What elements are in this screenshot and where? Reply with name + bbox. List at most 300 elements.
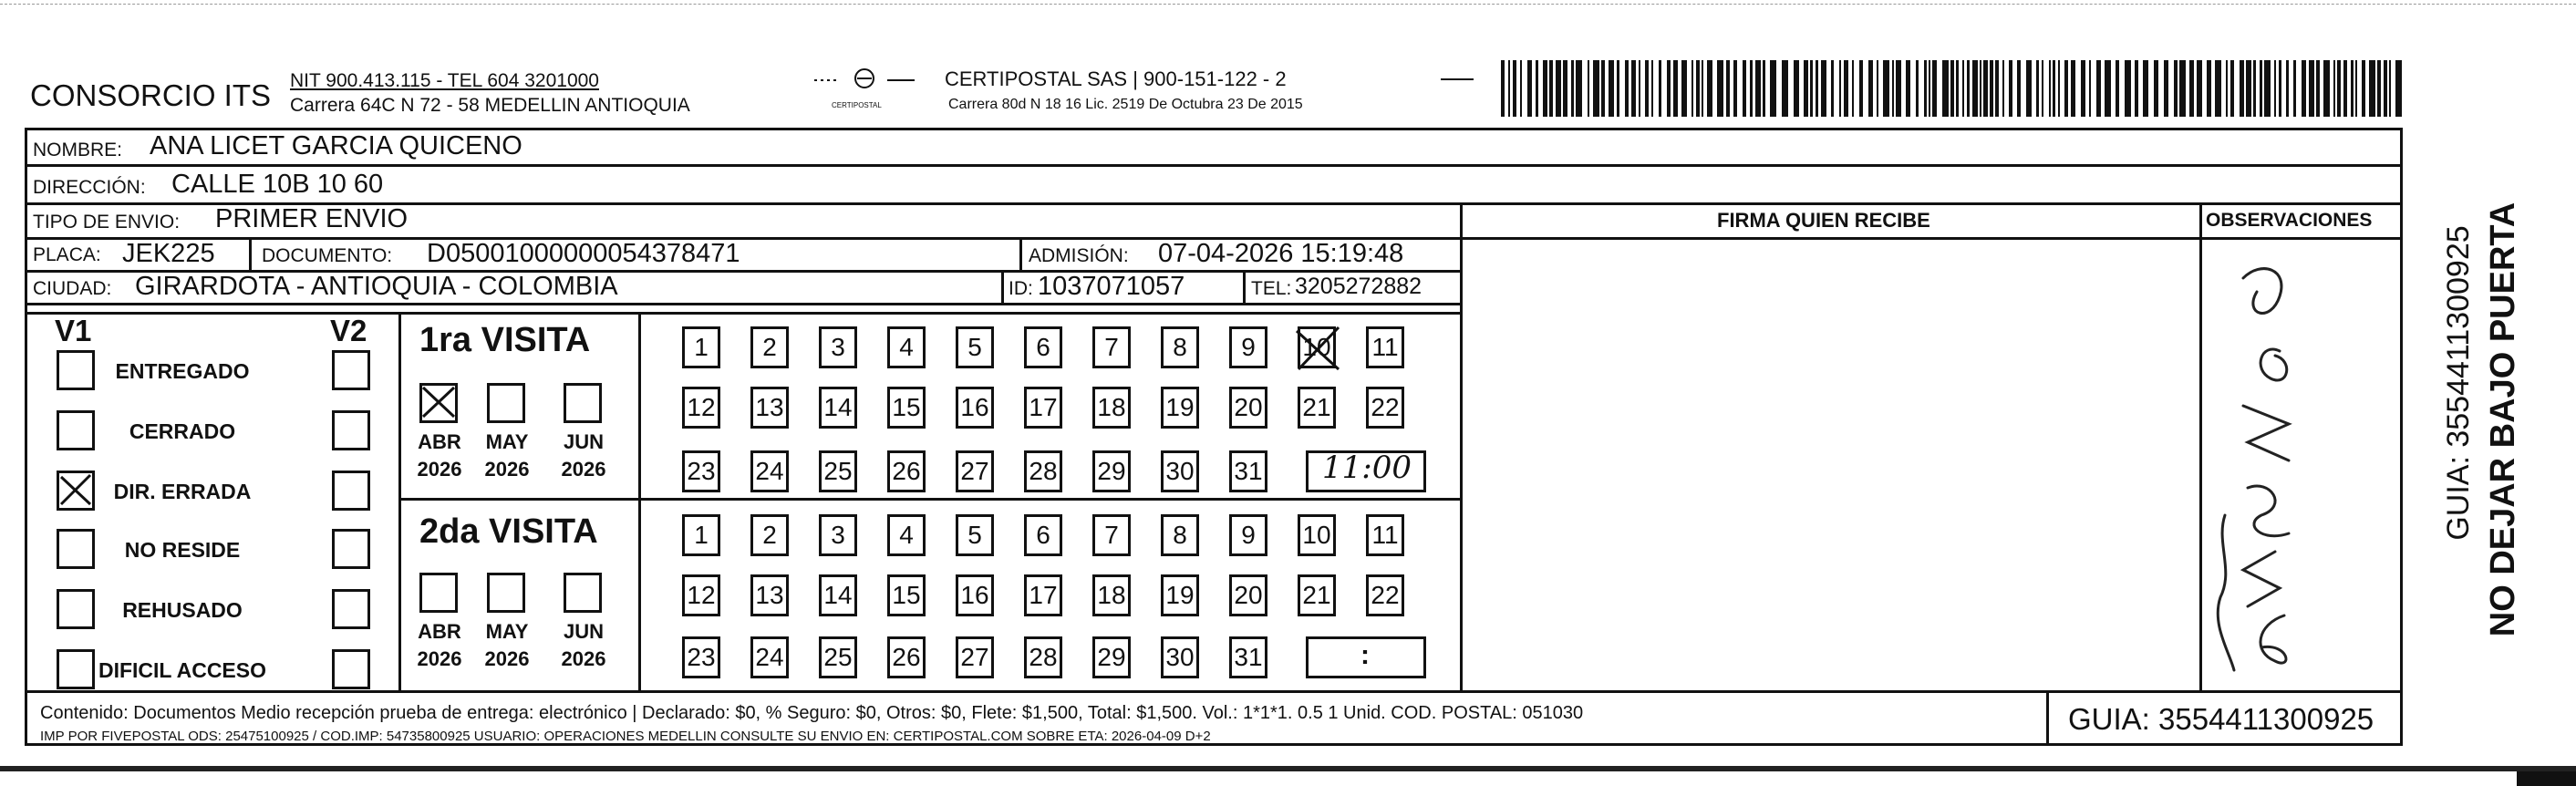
barcode-bar <box>1639 60 1640 117</box>
barcode-bar <box>1877 60 1878 117</box>
row-line <box>25 164 2403 167</box>
barcode-bar <box>2260 60 2262 117</box>
barcode-bar <box>1601 60 1605 117</box>
barcode-bar <box>1673 60 1678 117</box>
barcode-bar <box>2279 60 2281 117</box>
v2-checkbox[interactable] <box>332 649 370 689</box>
day-box[interactable] <box>750 450 789 492</box>
day-box[interactable] <box>750 636 789 678</box>
day-box[interactable] <box>682 387 720 429</box>
v2-checkbox[interactable] <box>332 589 370 629</box>
barcode-bar <box>2323 60 2330 117</box>
year-label: 2026 <box>417 458 462 481</box>
status-option-label: NO RESIDE <box>124 538 241 562</box>
day-box[interactable] <box>1298 574 1336 616</box>
barcode-bar <box>1743 60 1746 117</box>
barcode-bar <box>1609 60 1614 117</box>
day-box[interactable] <box>956 326 994 368</box>
barcode-bar <box>1906 60 1910 117</box>
barcode-bar <box>2002 60 2004 117</box>
address-value: CALLE 10B 10 60 <box>171 170 384 199</box>
day-number: 8 <box>1173 333 1187 361</box>
day-box[interactable] <box>750 326 789 368</box>
day-number: 9 <box>1241 333 1256 361</box>
day-number: 24 <box>755 643 784 671</box>
barcode-bar <box>2197 60 2202 117</box>
day-box[interactable] <box>1024 450 1062 492</box>
day-number: 7 <box>1104 521 1119 549</box>
barcode-bar <box>1593 60 1599 117</box>
admission-value: 07-04-2026 15:19:48 <box>1158 239 1404 268</box>
day-number: 29 <box>1097 457 1126 485</box>
barcode-bar <box>1556 60 1561 117</box>
year-label: 2026 <box>484 647 530 670</box>
barcode-bar <box>1681 60 1687 117</box>
barcode-bar <box>1967 60 1970 117</box>
day-box[interactable] <box>1161 450 1199 492</box>
day-number: 12 <box>687 393 716 421</box>
id-value: 1037071057 <box>1038 272 1185 301</box>
barcode-bar <box>2309 60 2314 117</box>
signature-divider <box>1460 202 1463 690</box>
day-box[interactable] <box>682 450 720 492</box>
visit-row-divider <box>398 498 1460 501</box>
v2-checkbox[interactable] <box>332 410 370 450</box>
day-box[interactable] <box>682 514 720 556</box>
day-box[interactable] <box>1366 514 1404 556</box>
barcode-bar <box>2337 60 2341 117</box>
month-checkbox-abr[interactable] <box>419 573 458 613</box>
day-box[interactable] <box>887 636 926 678</box>
day-number: 7 <box>1104 333 1119 361</box>
status-option-label: DIR. ERRADA <box>113 480 252 503</box>
day-box[interactable] <box>819 636 857 678</box>
day-number: 3 <box>831 521 845 549</box>
day-box[interactable] <box>682 636 720 678</box>
visit-divider <box>638 312 641 690</box>
month-checkbox-may[interactable] <box>487 573 525 613</box>
footer-imp-line: IMP POR FIVEPOSTAL ODS: 25475100925 / COD.IMP: 54735800925 USUARIO: OPERACIONES MEDELLIN CONSULTE SU ENVIO EN: CERTIPOSTAL.COM SOBRE ETA: 2026-04-09 D+2 <box>40 729 1211 744</box>
year-label: 2026 <box>561 647 606 670</box>
day-number: 16 <box>960 393 989 421</box>
company-address: Carrera 64C N 72 - 58 MEDELLIN ANTIOQUIA <box>290 95 690 116</box>
day-box[interactable] <box>1024 574 1062 616</box>
day-box[interactable] <box>1366 574 1404 616</box>
day-number: 4 <box>899 521 914 549</box>
guia-divider <box>2046 690 2049 746</box>
day-number: 20 <box>1234 581 1263 609</box>
day-number: 3 <box>831 333 845 361</box>
company-name: CONSORCIO ITS <box>30 78 272 112</box>
day-box[interactable] <box>1229 574 1267 616</box>
barcode-bar <box>1520 60 1522 117</box>
day-number: 26 <box>892 457 921 485</box>
status-option-label: DIFICIL ACCESO <box>98 658 266 682</box>
month-checkbox-may[interactable] <box>487 383 525 423</box>
month-checkbox-jun[interactable] <box>564 383 602 423</box>
barcode-bar <box>1691 60 1693 117</box>
day-box[interactable] <box>819 387 857 429</box>
barcode-bar <box>2293 60 2296 117</box>
day-number: 31 <box>1234 643 1263 671</box>
certipostal-logo-text: CERTIPOSTAL <box>832 101 882 109</box>
second-visit-title: 2da VISITA <box>419 512 598 551</box>
barcode-bar <box>2143 60 2148 117</box>
footer-content-line: Contenido: Documentos Medio recepción prueba de entrega: electrónico | Declarado: $0, % Seguro: $0, Otros: $0, Flete: $1,500, Total: $1,500. Vol.: 1*1*1. 0.5 1 Unid. COD. POSTAL: 051030 <box>40 703 1584 723</box>
day-number: 14 <box>823 581 853 609</box>
day-number: 31 <box>1234 457 1263 485</box>
observation-handwriting <box>2207 242 2316 688</box>
v2-checkbox[interactable] <box>332 471 370 511</box>
side-notice: NO DEJAR BAJO PUERTA <box>2484 202 2522 637</box>
certipostal-address: Carrera 80d N 18 16 Lic. 2519 De Octubra 23 De 2015 <box>948 97 1303 112</box>
barcode-bar <box>2362 60 2365 117</box>
day-number: 25 <box>823 643 853 671</box>
v2-checkbox[interactable] <box>332 529 370 569</box>
day-check-mark <box>1293 324 1344 381</box>
barcode-bar <box>2240 60 2244 117</box>
day-box[interactable] <box>1229 450 1267 492</box>
year-label: 2026 <box>417 647 462 670</box>
day-box[interactable] <box>682 326 720 368</box>
barcode-bar <box>1645 60 1649 117</box>
day-box[interactable] <box>1161 387 1199 429</box>
barcode-bar <box>2333 60 2335 117</box>
day-box[interactable] <box>1161 574 1199 616</box>
barcode-bar <box>1859 60 1863 117</box>
day-number: 19 <box>1165 581 1195 609</box>
tel-label: TEL: <box>1251 278 1292 299</box>
barcode-bar <box>2017 60 2021 117</box>
barcode-bar <box>1839 60 1841 117</box>
day-number: 24 <box>755 457 784 485</box>
barcode-bar <box>1588 60 1589 117</box>
day-number: 4 <box>899 333 914 361</box>
barcode-bar <box>2089 60 2091 117</box>
barcode-bar <box>2343 60 2347 117</box>
day-number: 13 <box>755 393 784 421</box>
plate-value: JEK225 <box>122 239 215 268</box>
barcode-bar <box>2286 60 2289 117</box>
barcode-bar <box>2058 60 2060 117</box>
day-box[interactable] <box>956 636 994 678</box>
signature-header: FIRMA QUIEN RECIBE <box>1717 209 1930 232</box>
barcode-bar <box>1852 60 1854 117</box>
day-number: 13 <box>755 581 784 609</box>
barcode-bar <box>1576 60 1582 117</box>
document-value: D05001000000054378471 <box>427 239 740 268</box>
day-number: 21 <box>1302 581 1331 609</box>
tel-value: 3205272882 <box>1295 274 1422 299</box>
day-number: 27 <box>960 643 989 671</box>
day-number: 18 <box>1097 581 1126 609</box>
certipostal-line: CERTIPOSTAL SAS | 900-151-122 - 2 <box>945 67 1287 90</box>
day-box[interactable] <box>750 514 789 556</box>
day-number: 22 <box>1371 581 1400 609</box>
barcode-bar <box>1733 60 1737 117</box>
day-box[interactable] <box>1092 326 1131 368</box>
barcode-bar <box>2230 60 2234 117</box>
day-box[interactable] <box>956 387 994 429</box>
barcode-bar <box>2207 60 2211 117</box>
day-number: 11 <box>1371 521 1399 549</box>
status-option-label: ENTREGADO <box>115 359 250 383</box>
barcode-bar <box>1995 60 1999 117</box>
day-box[interactable] <box>1024 514 1062 556</box>
day-box[interactable] <box>1366 326 1404 368</box>
second-visit-time-placeholder: : <box>1360 640 1370 670</box>
day-box[interactable] <box>1024 387 1062 429</box>
barcode-bar <box>1831 60 1834 117</box>
scan-right-shadow <box>2517 771 2576 786</box>
id-label: ID: <box>1009 278 1033 299</box>
barcode-bar <box>1717 60 1723 117</box>
barcode-bar <box>1980 60 1981 117</box>
barcode-bar <box>1707 60 1712 117</box>
day-number: 1 <box>694 333 709 361</box>
barcode-bar <box>2154 60 2158 117</box>
day-box[interactable] <box>1298 514 1336 556</box>
barcode-bar <box>1631 60 1636 117</box>
day-box[interactable] <box>819 326 857 368</box>
day-number: 30 <box>1165 643 1195 671</box>
day-number: 9 <box>1241 521 1256 549</box>
v2-checkbox[interactable] <box>332 350 370 390</box>
day-box[interactable] <box>1024 326 1062 368</box>
day-number: 17 <box>1029 581 1058 609</box>
barcode-bar <box>1972 60 1978 117</box>
barcode-bar <box>1770 60 1776 117</box>
row-line <box>25 312 1463 315</box>
day-number: 16 <box>960 581 989 609</box>
month-label: MAY <box>485 620 529 643</box>
day-box[interactable] <box>819 574 857 616</box>
barcode-bar <box>2384 60 2387 117</box>
day-number: 6 <box>1036 333 1050 361</box>
barcode-bar <box>1962 60 1964 117</box>
barcode-bar <box>1942 60 1949 117</box>
barcode-bar <box>1696 60 1700 117</box>
barcode-bar <box>1563 60 1567 117</box>
day-number: 28 <box>1029 457 1058 485</box>
barcode-bar <box>2351 60 2354 117</box>
barcode-bar <box>2105 60 2111 117</box>
day-box[interactable] <box>1092 574 1131 616</box>
month-checkbox-jun[interactable] <box>564 573 602 613</box>
barcode-bar <box>2189 60 2194 117</box>
barcode-bar <box>1750 60 1753 117</box>
day-box[interactable] <box>956 514 994 556</box>
barcode-bar <box>2049 60 2051 117</box>
barcode-bar <box>2246 60 2251 117</box>
barcode-bar <box>2096 60 2101 117</box>
send-type-value: PRIMER ENVIO <box>215 204 409 233</box>
day-box[interactable] <box>1229 636 1267 678</box>
barcode-bar <box>1508 60 1510 117</box>
day-number: 25 <box>823 457 853 485</box>
day-box[interactable] <box>1229 326 1267 368</box>
day-number: 22 <box>1371 393 1400 421</box>
nit-line: NIT 900.413.115 - TEL 604 3201000 <box>290 70 599 91</box>
day-box[interactable] <box>887 326 926 368</box>
admission-label: ADMISIÓN: <box>1029 245 1129 266</box>
day-number: 8 <box>1173 521 1187 549</box>
day-box[interactable] <box>1298 387 1336 429</box>
day-number: 14 <box>823 393 853 421</box>
year-label: 2026 <box>561 458 606 481</box>
first-visit-time: 11:00 <box>1322 450 1412 486</box>
footer-guia: GUIA: 3554411300925 <box>2068 702 2374 736</box>
day-box[interactable] <box>1229 514 1267 556</box>
barcode-bar <box>1868 60 1873 117</box>
day-box[interactable] <box>1161 326 1199 368</box>
day-number: 23 <box>687 643 716 671</box>
day-box[interactable] <box>887 514 926 556</box>
row-line <box>25 303 1463 305</box>
day-box[interactable] <box>956 450 994 492</box>
city-value: GIRARDOTA - ANTIOQUIA - COLOMBIA <box>135 272 618 301</box>
day-number: 17 <box>1029 393 1058 421</box>
barcode-bar <box>1782 60 1788 117</box>
day-number: 20 <box>1234 393 1263 421</box>
city-label: CIUDAD: <box>33 278 112 299</box>
barcode-bar <box>2071 60 2075 117</box>
barcode-bar <box>1501 60 1505 117</box>
barcode-bar <box>2302 60 2306 117</box>
barcode-bar <box>1883 60 1889 117</box>
day-number: 2 <box>762 521 777 549</box>
barcode-bar <box>2036 60 2039 117</box>
barcode-bar <box>1513 60 1516 117</box>
doc-divider <box>249 237 252 270</box>
day-number: 15 <box>892 393 921 421</box>
barcode-bar <box>2377 60 2381 117</box>
id-divider <box>1001 270 1004 303</box>
day-box[interactable] <box>1092 514 1131 556</box>
day-box[interactable] <box>750 574 789 616</box>
scan-bottom-shadow <box>0 766 2576 771</box>
day-box[interactable] <box>1092 387 1131 429</box>
barcode-bar <box>1990 60 1993 117</box>
send-type-label: TIPO DE ENVIO: <box>33 212 181 233</box>
day-number: 1 <box>694 521 709 549</box>
day-number: 5 <box>967 333 982 361</box>
day-box[interactable] <box>887 574 926 616</box>
day-box[interactable] <box>887 450 926 492</box>
barcode-bar <box>1816 60 1818 117</box>
v2-label: V2 <box>330 314 367 347</box>
day-number: 18 <box>1097 393 1126 421</box>
v1-label: V1 <box>55 314 92 347</box>
day-number: 12 <box>687 581 716 609</box>
barcode-bar <box>1549 60 1553 117</box>
barcode-bar <box>1794 60 1799 117</box>
admission-divider <box>1019 237 1022 270</box>
barcode-bar <box>1702 60 1703 117</box>
day-number: 10 <box>1302 521 1331 549</box>
barcode-bar <box>2164 60 2168 117</box>
status-option-label: CERRADO <box>129 419 236 443</box>
day-box[interactable] <box>819 514 857 556</box>
day-number: 5 <box>967 521 982 549</box>
day-box[interactable] <box>1092 450 1131 492</box>
day-box[interactable] <box>682 574 720 616</box>
month-checkbox-abr[interactable] <box>419 383 458 423</box>
barcode-bar <box>1804 60 1808 117</box>
barcode-bar <box>2179 60 2186 117</box>
day-box[interactable] <box>750 387 789 429</box>
day-box[interactable] <box>887 387 926 429</box>
barcode-bar <box>1617 60 1619 117</box>
day-number: 26 <box>892 643 921 671</box>
barcode-bar <box>2215 60 2221 117</box>
plate-label: PLACA: <box>33 244 101 265</box>
name-label: NOMBRE: <box>33 140 123 160</box>
day-number: 30 <box>1165 457 1195 485</box>
barcode-bar <box>1755 60 1761 117</box>
day-box[interactable] <box>1092 636 1131 678</box>
observations-divider <box>2199 202 2202 690</box>
day-box[interactable] <box>1229 387 1267 429</box>
day-box[interactable] <box>956 574 994 616</box>
day-box[interactable] <box>1161 514 1199 556</box>
barcode-bar <box>1527 60 1532 117</box>
first-visit-title: 1ra VISITA <box>419 321 591 359</box>
barcode-bar <box>2274 60 2276 117</box>
barcode-bar <box>2174 60 2178 117</box>
barcode-bar <box>1950 60 1954 117</box>
barcode-bar <box>2264 60 2271 117</box>
barcode-bar <box>1763 60 1765 117</box>
barcode-bar <box>2355 60 2357 117</box>
day-number: 23 <box>687 457 716 485</box>
day-number: 19 <box>1165 393 1195 421</box>
day-box[interactable] <box>1161 636 1199 678</box>
barcode-bar <box>1892 60 1894 117</box>
day-number: 6 <box>1036 521 1050 549</box>
barcode-bar <box>2389 60 2391 117</box>
barcode-bar <box>1667 60 1671 117</box>
barcode-bar <box>1924 60 1927 117</box>
status-divider <box>398 312 401 690</box>
barcode-bar <box>2395 60 2402 117</box>
barcode-bar <box>1810 60 1813 117</box>
header-dash <box>1441 78 1474 80</box>
day-box[interactable] <box>1298 326 1336 368</box>
day-box[interactable] <box>1024 636 1062 678</box>
barcode-bar <box>1956 60 1959 117</box>
barcode-bar <box>2369 60 2375 117</box>
day-box[interactable] <box>819 450 857 492</box>
barcode-bar <box>1625 60 1629 117</box>
scan-top-edge <box>0 4 2576 5</box>
barcode-bar <box>2064 60 2068 117</box>
barcode-bar <box>1726 60 1730 117</box>
day-box[interactable] <box>1366 387 1404 429</box>
day-number: 29 <box>1097 643 1126 671</box>
month-label: ABR <box>418 620 461 643</box>
barcode-bar <box>2026 60 2032 117</box>
month-label: ABR <box>418 430 461 453</box>
day-number: 21 <box>1302 393 1331 421</box>
barcode-bar <box>2053 60 2055 117</box>
address-label: DIRECCIÓN: <box>33 177 146 198</box>
barcode-bar <box>1983 60 1988 117</box>
barcode-bar <box>1821 60 1826 117</box>
day-number: 28 <box>1029 643 1058 671</box>
name-value: ANA LICET GARCIA QUICENO <box>150 131 522 160</box>
barcode-bar <box>1536 60 1538 117</box>
